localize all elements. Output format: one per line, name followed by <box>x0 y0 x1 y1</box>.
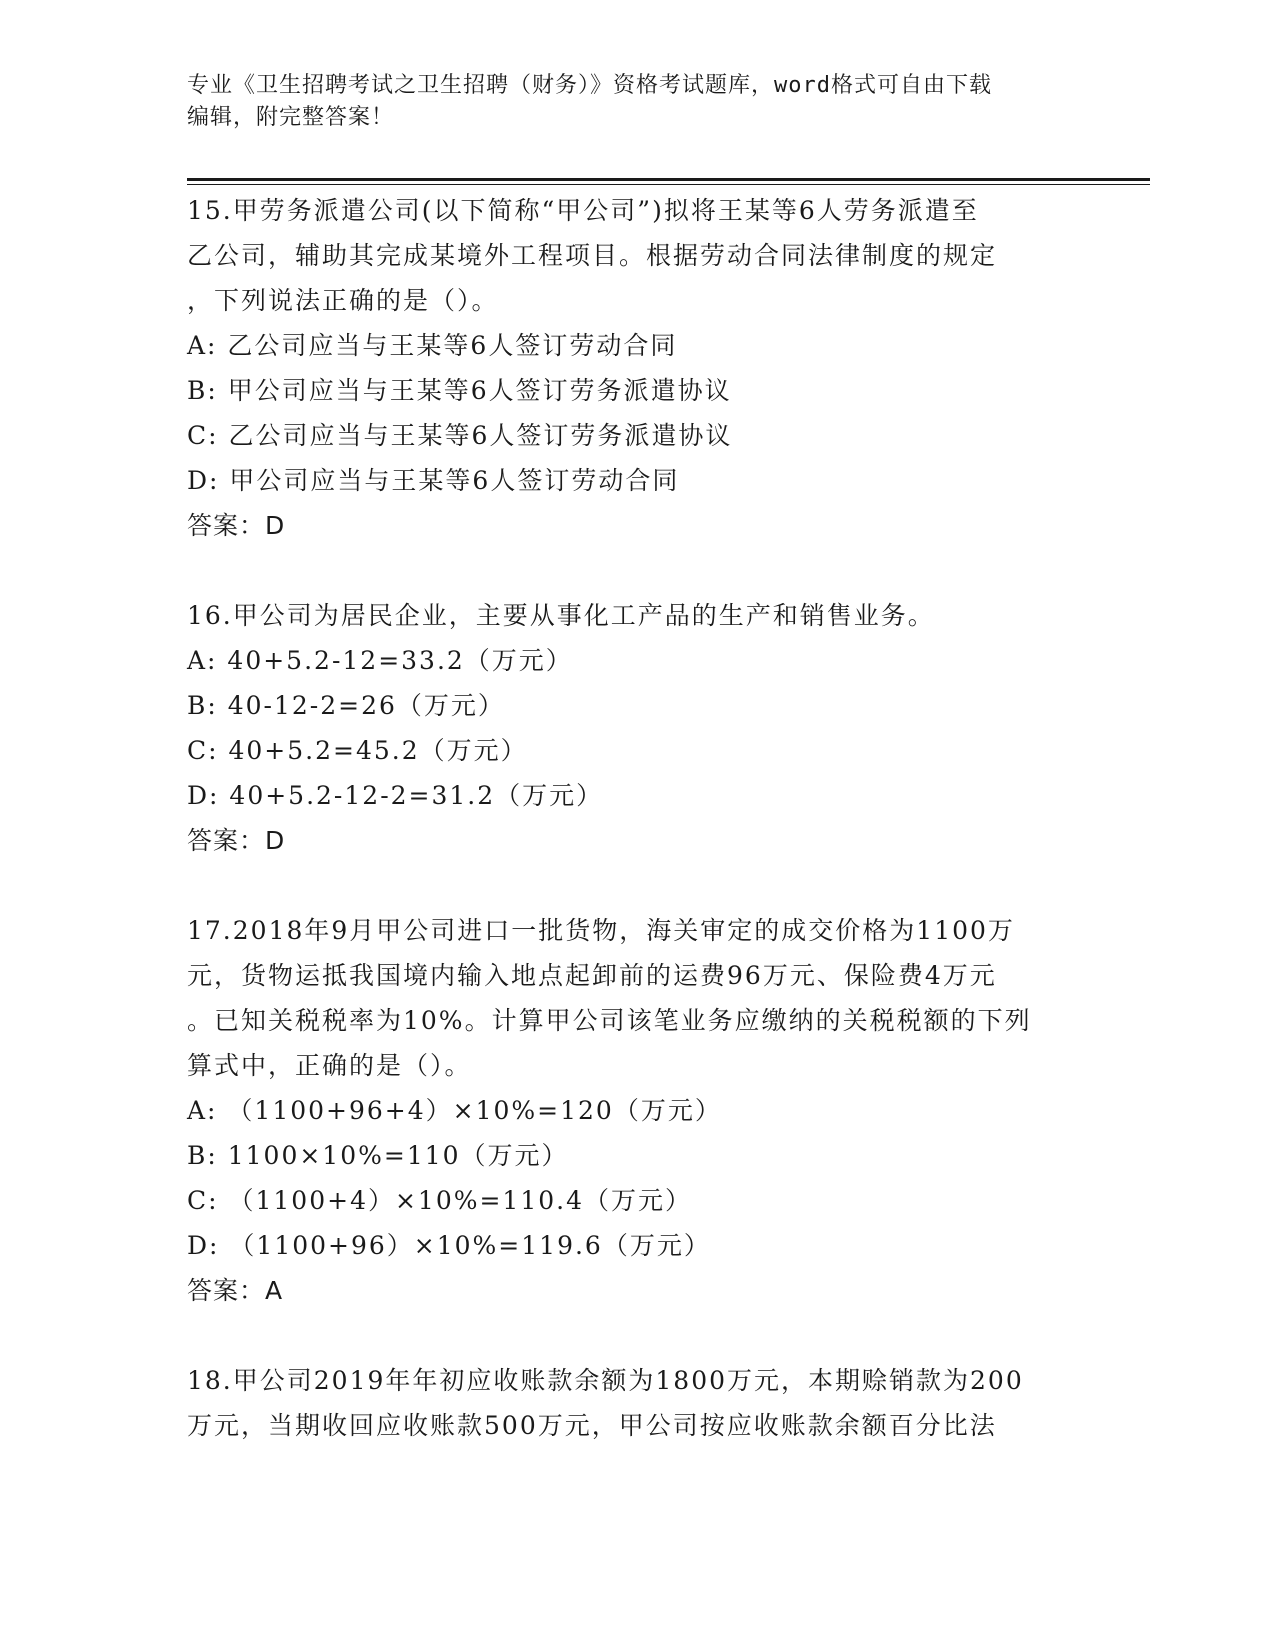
question-15 <box>187 188 1087 548</box>
question-text-line: 17.2018年9月甲公司进口一批货物，海关审定的成交价格为1100万 <box>187 916 1015 945</box>
option-a: A: 乙公司应当与王某等6人签订劳动合同 <box>187 331 678 360</box>
option-d: D: 40+5.2-12-2=31.2（万元） <box>187 781 604 810</box>
answer-line: 答案：D <box>187 511 286 540</box>
option-c: C: 40+5.2=45.2（万元） <box>187 736 528 765</box>
option-d: D: （1100+96）×10%=119.6（万元） <box>187 1231 711 1260</box>
header-line-1: 专业《卫生招聘考试之卫生招聘（财务）》资格考试题库，word格式可自由下载 <box>187 73 992 98</box>
question-text-line: 18.甲公司2019年年初应收账款余额为1800万元，本期赊销款为200 <box>187 1366 1024 1395</box>
option-a: A: 40+5.2-12=33.2（万元） <box>187 646 573 675</box>
option-b: B: 1100×10%=110（万元） <box>187 1141 569 1170</box>
question-text-line: 算式中，正确的是（）。 <box>187 1051 472 1080</box>
question-text-line: 乙公司，辅助其完成某境外工程项目。根据劳动合同法律制度的规定 <box>187 241 998 270</box>
question-text-line: 万元，当期收回应收账款500万元，甲公司按应收账款余额百分比法 <box>187 1411 997 1440</box>
question-17 <box>187 908 1087 1313</box>
question-text-line: 15.甲劳务派遣公司(以下简称“甲公司”)拟将王某等6人劳务派遣至 <box>187 196 979 225</box>
option-c: C: 乙公司应当与王某等6人签订劳务派遣协议 <box>187 421 733 450</box>
option-d: D: 甲公司应当与王某等6人签订劳动合同 <box>187 466 680 495</box>
question-text-line: 。已知关税税率为10%。计算甲公司该笔业务应缴纳的关税税额的下列 <box>187 1006 1032 1035</box>
question-text-line: ，下列说法正确的是（）。 <box>187 286 499 315</box>
header-divider-thick <box>187 178 1150 181</box>
question-18 <box>187 1358 1087 1448</box>
question-16 <box>187 593 1087 863</box>
document-header <box>187 70 1067 134</box>
option-a: A: （1100+96+4）×10%=120（万元） <box>187 1096 722 1125</box>
answer-line: 答案：D <box>187 826 286 855</box>
question-list <box>187 188 1087 1448</box>
option-c: C: （1100+4）×10%=110.4（万元） <box>187 1186 693 1215</box>
option-b: B: 40-12-2=26（万元） <box>187 691 505 720</box>
question-text-line: 16.甲公司为居民企业，主要从事化工产品的生产和销售业务。 <box>187 601 935 630</box>
header-line-2: 编辑，附完整答案！ <box>187 105 395 130</box>
answer-line: 答案：A <box>187 1276 284 1305</box>
option-b: B: 甲公司应当与王某等6人签订劳务派遣协议 <box>187 376 732 405</box>
header-divider-thin <box>187 184 1150 185</box>
question-text-line: 元，货物运抵我国境内输入地点起卸前的运费96万元、保险费4万元 <box>187 961 997 990</box>
